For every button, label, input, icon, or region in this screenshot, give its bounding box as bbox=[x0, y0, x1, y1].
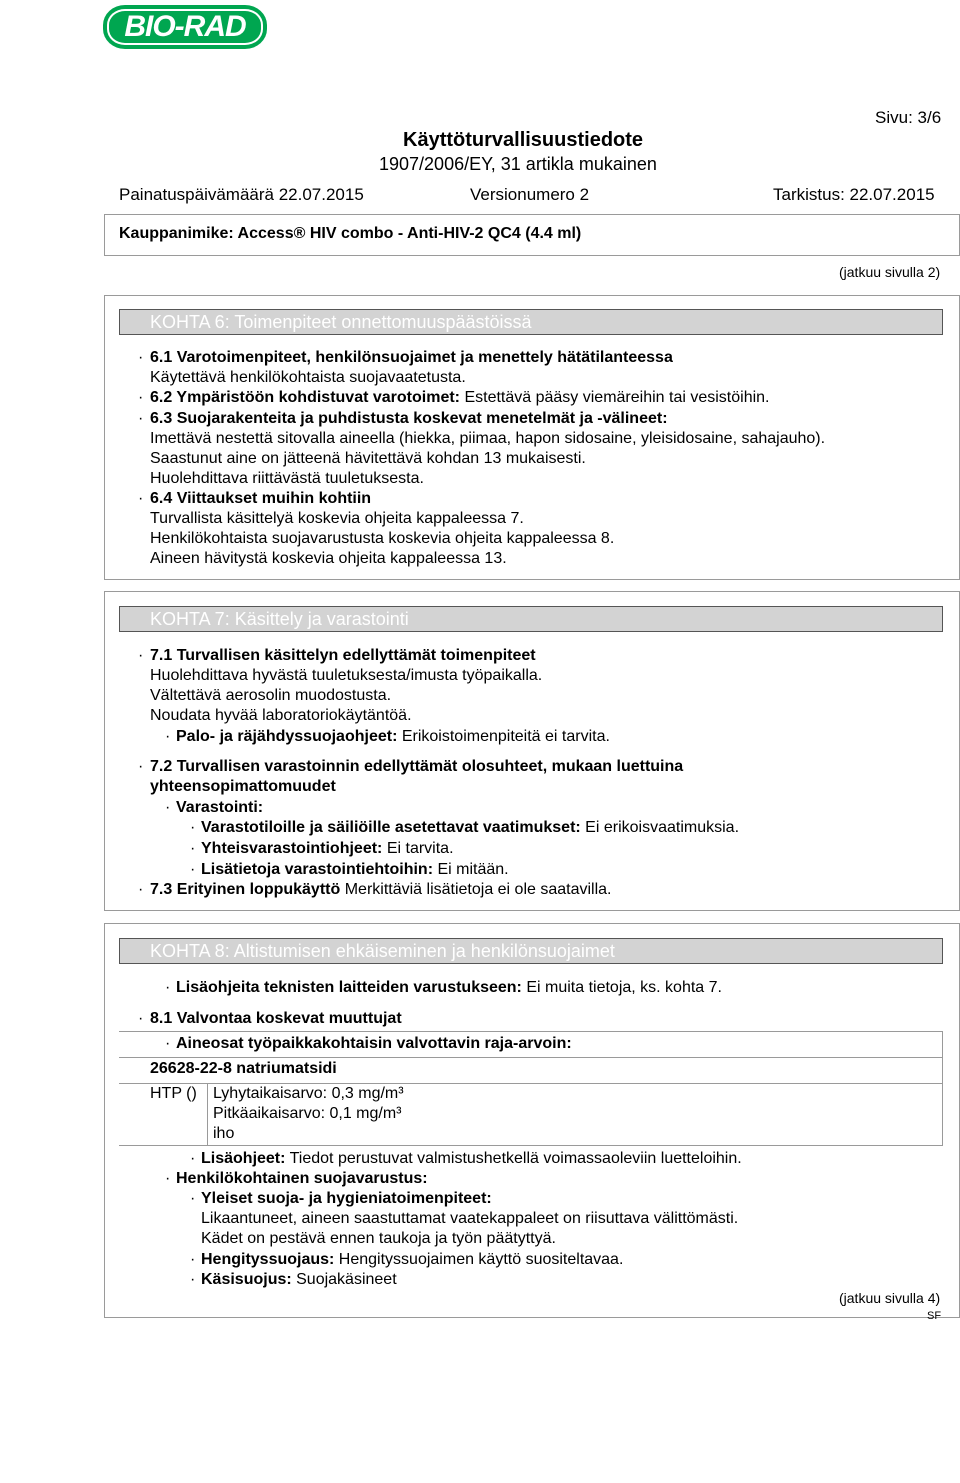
tech-heading: Lisäohjeita teknisten laitteiden varustukseen: bbox=[176, 979, 522, 996]
htp-short-term: Lyhytaikaisarvo: 0,3 mg/m³ bbox=[213, 1085, 404, 1102]
bullet: · bbox=[190, 1150, 196, 1167]
extra-heading: Lisäohjeet: bbox=[201, 1150, 286, 1167]
s71-heading: 7.1 Turvallisen käsittelyn edellyttämät toimenpiteet bbox=[150, 647, 536, 664]
s62-text: Estettävä pääsy viemäreihin tai vesistöihin. bbox=[460, 389, 770, 406]
document-title: Käyttöturvallisuustiedote bbox=[403, 129, 644, 151]
s72-heading-1: 7.2 Turvallisen varastoinnin edellyttämät olosuhteet, mukaan luettuina bbox=[150, 758, 684, 775]
s63-line-2: Saastunut aine on jätteenä hävitettävä kohdan 13 mukaisesti. bbox=[150, 450, 586, 467]
bullet: · bbox=[190, 861, 196, 878]
section-7-title: KOHTA 7: Käsittely ja varastointi bbox=[119, 606, 943, 632]
storage-req-line bbox=[201, 818, 739, 838]
s63-heading: 6.3 Suojarakenteita ja puhdistusta koskevat menetelmät ja -välineet: bbox=[150, 410, 668, 427]
section-6-title: KOHTA 6: Toimenpiteet onnettomuuspäästöissä bbox=[119, 309, 943, 335]
version-number: Versionumero 2 bbox=[470, 185, 590, 204]
s63-line-3: Huolehdittava riittävästä tuuletuksesta. bbox=[150, 470, 424, 487]
tech-line bbox=[176, 978, 722, 998]
bullet: · bbox=[190, 819, 196, 836]
hygiene-line-2: Kädet on pestävä ennen taukoja ja työn päätyttyä. bbox=[201, 1230, 556, 1247]
continued-from: (jatkuu sivulla 2) bbox=[839, 264, 941, 280]
s64-heading: 6.4 Viittaukset muihin kohtiin bbox=[150, 490, 372, 507]
joint-storage-line bbox=[201, 839, 454, 859]
s61-text: Käytettävä henkilökohtaista suojavaatetusta. bbox=[150, 369, 466, 386]
joint-storage-text: Ei tarvita. bbox=[382, 840, 454, 857]
s64-line-3: Aineen hävitystä koskevia ohjeita kappaleessa 13. bbox=[150, 550, 507, 567]
s71-line-3: Noudata hyvää laboratoriokäytäntöä. bbox=[150, 707, 412, 724]
fire-text: Erikoistoimenpiteitä ei tarvita. bbox=[397, 728, 610, 745]
s72-heading-2: yhteensopimattomuudet bbox=[150, 778, 336, 795]
s73-heading: 7.3 Erityinen loppukäyttö bbox=[150, 881, 341, 898]
htp-skin: iho bbox=[213, 1125, 235, 1142]
s64-line-2: Henkilökohtaista suojavarustusta koskevia ohjeita kappaleessa 8. bbox=[150, 530, 615, 547]
ppe-heading: Henkilökohtainen suojavarustus: bbox=[176, 1170, 428, 1187]
trade-name: Kauppanimike: Access® HIV combo - Anti-HIV-2 QC4 (4.4 ml) bbox=[119, 225, 582, 242]
bullet: · bbox=[138, 647, 144, 664]
bullet: · bbox=[138, 881, 144, 898]
joint-storage-heading: Yhteisvarastointiohjeet: bbox=[201, 840, 383, 857]
hand-protection-heading: Käsisuojus: bbox=[201, 1271, 292, 1288]
storage-extra-heading: Lisätietoja varastointiehtoihin: bbox=[201, 861, 434, 878]
s61-heading: 6.1 Varotoimenpiteet, henkilönsuojaimet ja menettely hätätilanteessa bbox=[150, 349, 673, 366]
respiratory-text: Hengityssuojaimen käyttö suositeltavaa. bbox=[334, 1251, 624, 1268]
continued-to: (jatkuu sivulla 4) bbox=[839, 1290, 941, 1306]
bullet: · bbox=[165, 1035, 171, 1052]
tech-text: Ei muita tietoja, ks. kohta 7. bbox=[521, 979, 722, 996]
bullet: · bbox=[190, 1271, 196, 1288]
htp-long-term: Pitkäaikaisarvo: 0,1 mg/m³ bbox=[213, 1105, 402, 1122]
hygiene-heading: Yleiset suoja- ja hygieniatoimenpiteet: bbox=[201, 1190, 492, 1207]
bullet: · bbox=[190, 840, 196, 857]
s71-fire-line bbox=[176, 727, 610, 747]
revision-date: Tarkistus: 22.07.2015 bbox=[773, 185, 935, 204]
s62-line bbox=[150, 388, 769, 408]
bio-rad-logo bbox=[103, 5, 267, 49]
language-code: SF bbox=[927, 1310, 942, 1322]
s81-heading: 8.1 Valvontaa koskevat muuttujat bbox=[150, 1010, 402, 1027]
logo-text: BIO-RAD bbox=[124, 10, 246, 43]
s73-text: Merkittäviä lisätietoja ei ole saatavilla. bbox=[340, 881, 612, 898]
bullet: · bbox=[138, 389, 144, 406]
storage-extra-line bbox=[201, 860, 509, 880]
limits-heading: Aineosat työpaikkakohtaisin valvottavin raja-arvoin: bbox=[176, 1035, 572, 1052]
storage-extra-text: Ei mitään. bbox=[433, 861, 509, 878]
substance-name: 26628-22-8 natriumatsidi bbox=[150, 1060, 337, 1077]
storage-heading: Varastointi: bbox=[176, 799, 264, 816]
bullet: · bbox=[138, 410, 144, 427]
bullet: · bbox=[165, 799, 171, 816]
s71-line-2: Vältettävä aerosolin muodostusta. bbox=[150, 687, 392, 704]
extra-line bbox=[201, 1149, 742, 1169]
htp-label: HTP () bbox=[150, 1085, 197, 1102]
fire-heading: Palo- ja räjähdyssuojaohjeet: bbox=[176, 728, 398, 745]
page-number: Sivu: 3/6 bbox=[875, 108, 942, 127]
hygiene-line-1: Likaantuneet, aineen saastuttamat vaatekappaleet on riisuttava välittömästi. bbox=[201, 1210, 739, 1227]
document-subtitle: 1907/2006/EY, 31 artikla mukainen bbox=[379, 154, 657, 174]
print-date: Painatuspäivämäärä 22.07.2015 bbox=[119, 185, 364, 204]
bullet: · bbox=[190, 1190, 196, 1207]
bullet: · bbox=[138, 758, 144, 775]
bullet: · bbox=[138, 349, 144, 366]
bullet: · bbox=[165, 728, 171, 745]
s62-heading: 6.2 Ympäristöön kohdistuvat varotoimet: bbox=[150, 389, 460, 406]
s71-line-1: Huolehdittava hyvästä tuuletuksesta/imusta työpaikalla. bbox=[150, 667, 543, 684]
s73-line bbox=[150, 880, 612, 900]
extra-text: Tiedot perustuvat valmistushetkellä voimassaoleviin luetteloihin. bbox=[285, 1150, 742, 1167]
section-8-title: KOHTA 8: Altistumisen ehkäiseminen ja henkilönsuojaimet bbox=[119, 938, 943, 964]
hand-protection-line bbox=[201, 1270, 397, 1290]
bullet: · bbox=[138, 1010, 144, 1027]
bullet: · bbox=[165, 979, 171, 996]
bullet: · bbox=[165, 1170, 171, 1187]
respiratory-line bbox=[201, 1250, 623, 1270]
bullet: · bbox=[190, 1251, 196, 1268]
hand-protection-text: Suojakäsineet bbox=[291, 1271, 397, 1288]
s63-line-1: Imettävä nestettä sitovalla aineella (hiekka, piimaa, hapon sidosaine, yleisidosaine, sahajauho). bbox=[150, 430, 826, 447]
bullet: · bbox=[138, 490, 144, 507]
storage-req-heading: Varastotiloille ja säiliöille asetettavat vaatimukset: bbox=[201, 819, 581, 836]
s64-line-1: Turvallista käsittelyä koskevia ohjeita kappaleessa 7. bbox=[150, 510, 524, 527]
respiratory-heading: Hengityssuojaus: bbox=[201, 1251, 335, 1268]
storage-req-text: Ei erikoisvaatimuksia. bbox=[580, 819, 740, 836]
